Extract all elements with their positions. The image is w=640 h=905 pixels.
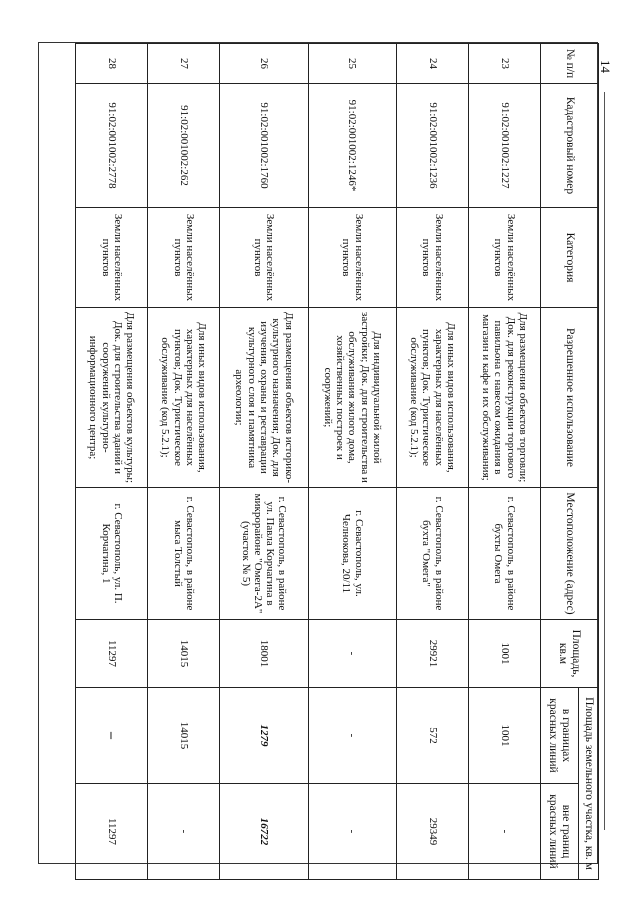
cell-location: г. Севастополь, ул. П. Корчагина, 1 (76, 488, 148, 620)
rotated-table-container (75, 43, 599, 879)
table-row (396, 44, 468, 880)
cell-outside: - (468, 784, 540, 880)
cell-inside: 14015 (148, 688, 220, 784)
cell-area: 29921 (396, 620, 468, 688)
table-row (220, 44, 308, 880)
cell-outside: 29349 (396, 784, 468, 880)
cell-num: 28 (76, 44, 148, 84)
cell-cadastral: 91:02:001002:1236 (396, 84, 468, 208)
cell-outside: - (308, 784, 396, 880)
table-row (468, 44, 540, 880)
cell-location: г. Севастополь, в районе бухты Омега (468, 488, 540, 620)
cell-num: 25 (308, 44, 396, 84)
cell-num: 27 (148, 44, 220, 84)
cell-cadastral: 91:02:001002:262 (148, 84, 220, 208)
cell-cadastral: 91:02:001002:2778 (76, 84, 148, 208)
land-parcels-table (75, 43, 599, 880)
cell-location: г. Севастополь, в районе бухта "Омега" (396, 488, 468, 620)
cell-permitted-use: Для иных видов использования, характерных для населённых пунктов; Док. Туристическое обслуживание (код 5.2.1); (396, 308, 468, 488)
header-permitted-use: Разрешенное использование (541, 308, 599, 488)
header-cadastral: Кадастровый номер (541, 84, 599, 208)
header-inside-red-lines: в границах красных линий (541, 688, 579, 784)
cell-category: Земли населённых пунктов (308, 208, 396, 308)
cell-cadastral: 91:02:001002:1760 (220, 84, 308, 208)
cell-num: 26 (220, 44, 308, 84)
cell-area: 11297 (76, 620, 148, 688)
cell-cadastral: 91:02:001002:1246* (308, 84, 396, 208)
cell-location: г. Севастополь, в районе ул. Павла Корчагина в микрорайоне "Омега-2А" (участок № 5) (220, 488, 308, 620)
cell-area: - (308, 620, 396, 688)
header-num: № п/п (541, 44, 599, 84)
cell-category: Земли населённых пунктов (396, 208, 468, 308)
page-frame (38, 42, 598, 870)
cell-permitted-use: Для индивидуальной жилой застройки; Док. для строительства и обслуживания жилого дома, хозяйственных построек и сооружений; (308, 308, 396, 488)
cell-inside: – (76, 688, 148, 784)
header-parcel-area: Площадь земельного участка, кв. м (579, 688, 599, 880)
cell-area: 18001 (220, 620, 308, 688)
header-location: Местоположение (адрес) (541, 488, 599, 620)
cell-location: г. Севастополь, в районе мыса Толстый (148, 488, 220, 620)
header-area: Площадь, кв.м (541, 620, 599, 688)
cell-inside: 1279 (220, 688, 308, 784)
right-margin-rule (604, 92, 605, 830)
cell-permitted-use: Для размещения объектов историко-культурного назначения; Док. для изучения, охраны и реставрации культурного слоя и памятника археологии; (220, 308, 308, 488)
cell-num: 23 (468, 44, 540, 84)
cell-area: 14015 (148, 620, 220, 688)
cell-category: Земли населённых пунктов (148, 208, 220, 308)
cell-category: Земли населённых пунктов (220, 208, 308, 308)
cell-num: 24 (396, 44, 468, 84)
header-outside-red-lines: вне границ красных линий (541, 784, 579, 880)
cell-outside: 11297 (76, 784, 148, 880)
cell-outside: - (148, 784, 220, 880)
cell-outside: 16722 (220, 784, 308, 880)
cell-inside: - (308, 688, 396, 784)
table-row (76, 44, 148, 880)
cell-inside: 1001 (468, 688, 540, 784)
cell-category: Земли населённых пунктов (76, 208, 148, 308)
cell-category: Земли населённых пунктов (468, 208, 540, 308)
header-category: Категория (541, 208, 599, 308)
table-row (308, 44, 396, 880)
cell-area: 1001 (468, 620, 540, 688)
cell-permitted-use: Для размещения объектов торговли; Док. для реконструкции торгового павильона с навесом ожидания в магазин и кафе и их обслуживания; (468, 308, 540, 488)
cell-permitted-use: Для размещения объектов культуры; Док. для строительства зданий и сооружений культурно-информационного центра; (76, 308, 148, 488)
cell-location: г. Севастополь, ул. Челнокова, 20/11 (308, 488, 396, 620)
cell-inside: 572 (396, 688, 468, 784)
table-row (148, 44, 220, 880)
page-number: 14 (598, 60, 613, 73)
cell-permitted-use: Для иных видов использования, характерных для населённых пунктов; Док. Туристическое обслуживание (код 5.2.1); (148, 308, 220, 488)
cell-cadastral: 91:02:001002:1227 (468, 84, 540, 208)
